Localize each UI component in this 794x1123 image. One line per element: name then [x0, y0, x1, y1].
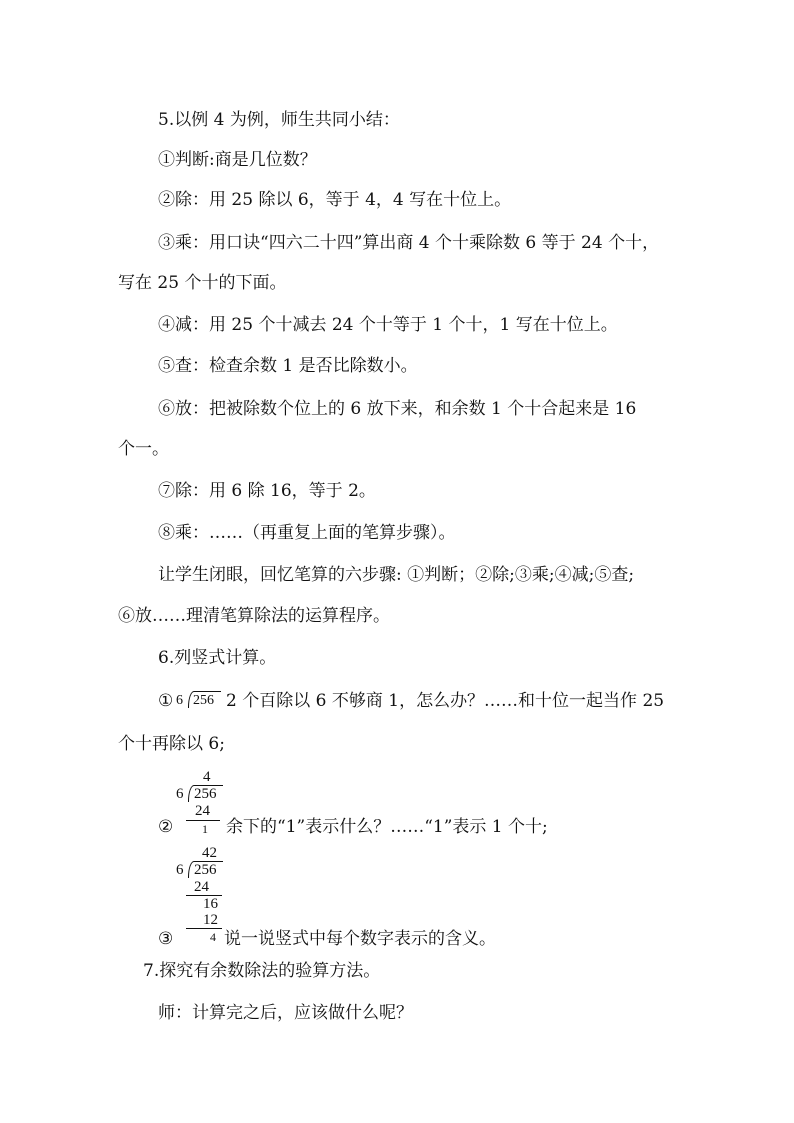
calc-1-text: 2 个百除以 6 不够商 1，怎么办？……和十位一起当作 25	[226, 691, 665, 711]
dividend: 256	[194, 862, 217, 878]
remainder: 4	[210, 930, 216, 944]
step-5-check: ⑤查：检查余数 1 是否比除数小。	[158, 356, 418, 376]
quotient: 42	[202, 845, 217, 861]
step-2-divide: ②除：用 25 除以 6，等于 4，4 写在十位上。	[158, 190, 512, 210]
calc-2-text: 余下的“1”表示什么？……“1”表示 1 个十;	[226, 817, 548, 837]
step-4-subtract: ④减：用 25 个十减去 24 个十等于 1 个十，1 写在十位上。	[158, 315, 618, 335]
dividend: 256	[194, 786, 217, 802]
step-3-multiply: ③乘：用口诀“四六二十四”算出商 4 个十乘除数 6 等于 24 个十，	[158, 233, 660, 253]
step-7-divide: ⑦除：用 6 除 16，等于 2。	[158, 481, 376, 501]
step-1-judge: ①判断:商是几位数？	[158, 150, 317, 170]
product-2: 12	[203, 912, 218, 928]
divisor: 6	[176, 786, 184, 802]
step-8-multiply: ⑧乘：……（再重复上面的笔算步骤）。	[158, 523, 456, 543]
review-steps-cont: ⑥放……理清笔算除法的运算程序。	[118, 606, 390, 626]
product-1: 24	[194, 879, 209, 895]
calc-1-prefix: ①	[158, 691, 174, 711]
calc-3-prefix: ③	[158, 929, 174, 949]
product: 24	[195, 803, 210, 819]
calc-1-text-cont: 个十再除以 6;	[118, 734, 225, 754]
para-7-heading: 7.探究有余数除法的验算方法。	[143, 961, 381, 981]
teacher-question: 师：计算完之后，应该做什么呢？	[158, 1003, 413, 1023]
para-5-heading: 5.以例 4 为例，师生共同小结：	[158, 110, 400, 130]
step-6-bring-down-cont: 个一。	[118, 439, 169, 459]
divisor: 6	[176, 862, 184, 878]
para-6-heading: 6.列竖式计算。	[158, 648, 277, 668]
calc-3-text: 说一说竖式中每个数字表示的含义。	[224, 929, 496, 949]
inline-divisor: 6	[176, 693, 183, 708]
step-6-bring-down: ⑥放：把被除数个位上的 6 放下来，和余数 1 个十合起来是 16	[158, 399, 637, 419]
calc-2-prefix: ②	[158, 817, 174, 837]
quotient: 4	[203, 769, 211, 785]
inline-dividend: 256	[193, 693, 214, 708]
remainder: 1	[202, 822, 208, 836]
review-steps: 让学生闭眼，回忆笔算的六步骤: ①判断；②除;③乘;④减;⑤查;	[158, 565, 635, 585]
partial-dividend: 16	[203, 896, 218, 912]
subtraction-line	[186, 820, 220, 821]
subtraction-line-2	[186, 928, 222, 929]
step-3-multiply-cont: 写在 25 个十的下面。	[118, 273, 287, 293]
